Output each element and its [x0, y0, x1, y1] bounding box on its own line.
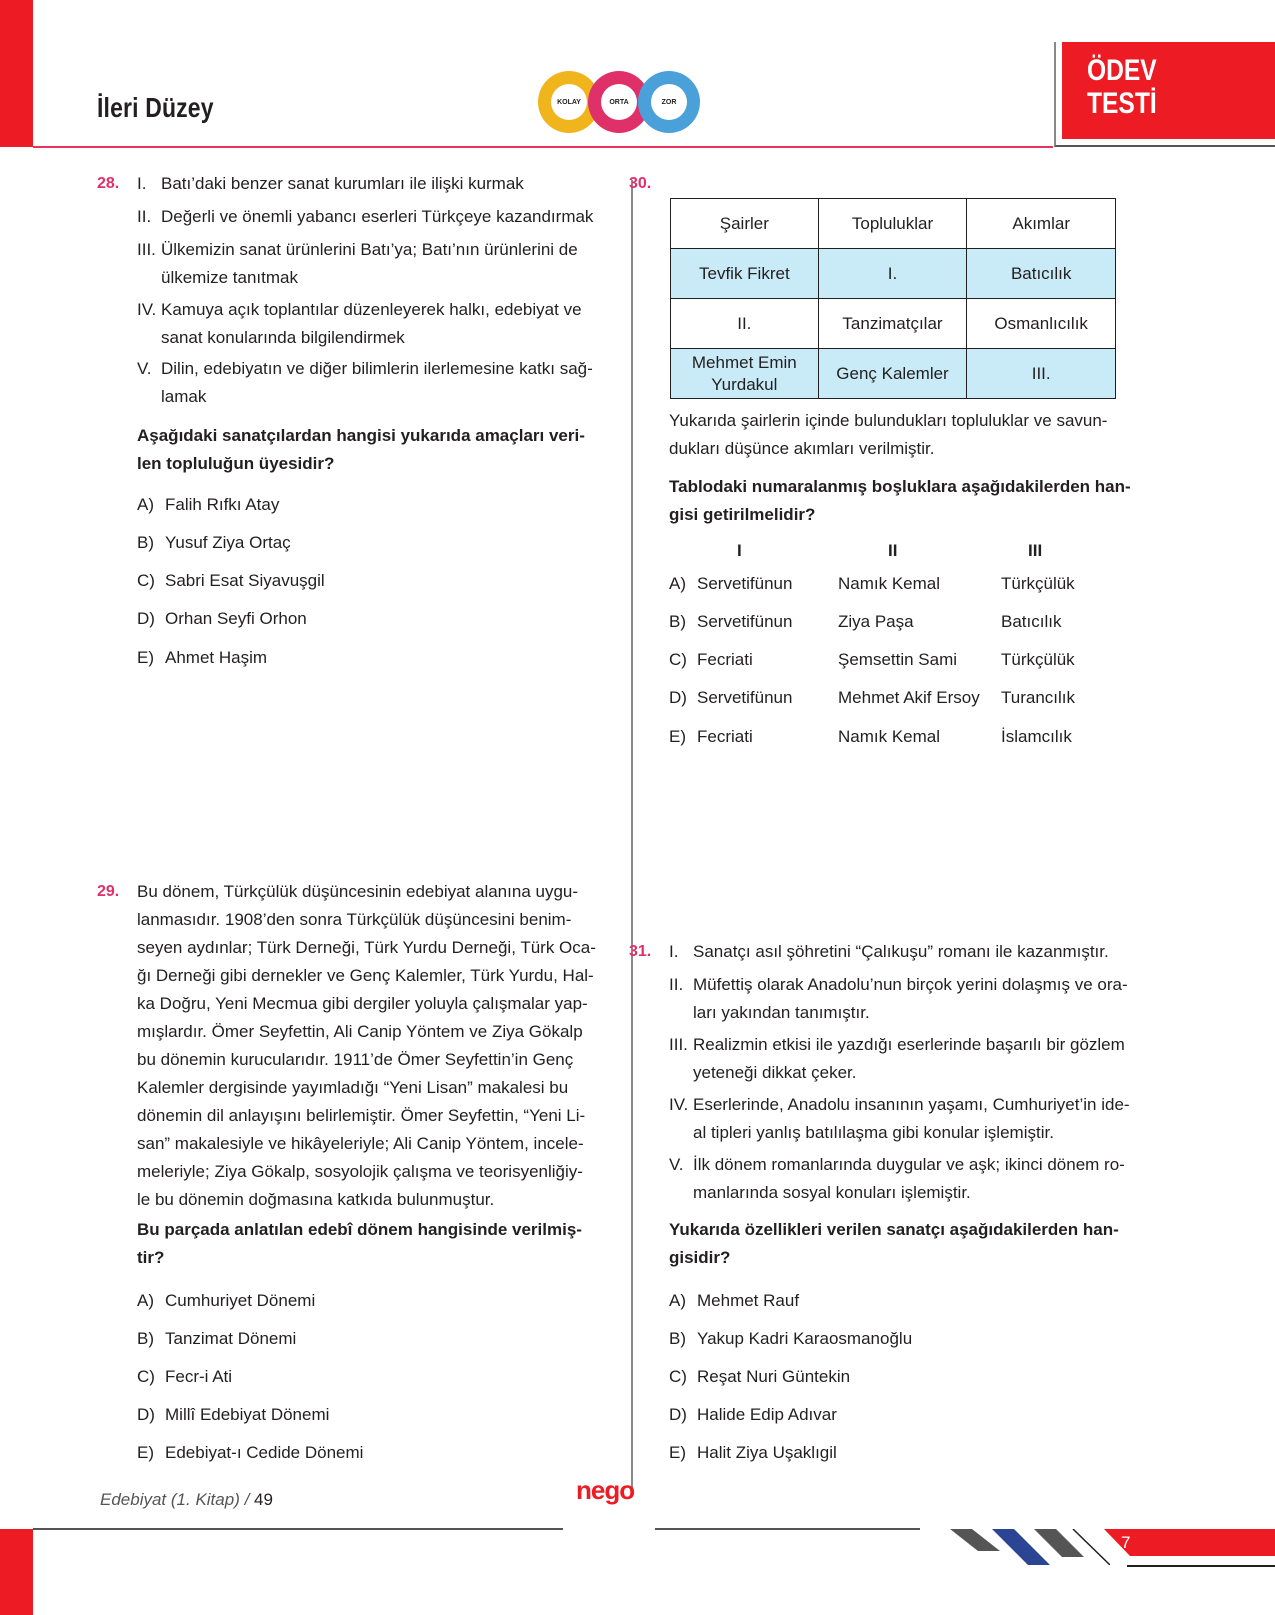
q30-cell: Tevfik Fikret: [671, 249, 819, 299]
publisher-logo: nego: [576, 1475, 635, 1505]
q30-cell: Tanzimatçılar: [818, 299, 967, 349]
footer-book-label: Edebiyat (1. Kitap) / 49: [100, 1490, 273, 1509]
ring-kolay: KOLAY: [538, 71, 600, 133]
q30-header-cell: Topluluklar: [818, 199, 967, 249]
q30-header-cell: Akımlar: [967, 199, 1116, 249]
difficulty-rings-logo: [528, 69, 698, 135]
footer-divider-mid: [655, 1528, 920, 1530]
question-number-31: 31.: [629, 943, 652, 960]
q30-intro: Yukarıda şairlerin içinde bulundukları topluluklar ve savun- dukları düşünce akımları verilmiştir.: [669, 411, 1108, 458]
left-red-bar-bottom: [0, 1529, 33, 1615]
q30-table-row: [671, 249, 1116, 299]
q30-col-header-3: III: [1028, 541, 1043, 560]
q30-cell: Batıcılık: [967, 249, 1116, 299]
q30-table-row: [671, 299, 1116, 349]
q30-cell: Genç Kalemler: [818, 349, 967, 399]
q30-table-row: [671, 349, 1116, 399]
ring-zor: ZOR: [638, 71, 700, 133]
test-label-box: [1062, 42, 1275, 139]
q29-question-stem: Bu parçada anlatılan edebî dönem hangisinde verilmiş- tir?: [137, 1220, 582, 1267]
page-number: 7: [1121, 1533, 1131, 1552]
q30-col-header-1: I: [737, 541, 742, 560]
column-divider: [631, 180, 633, 1496]
header-divider: [33, 146, 1053, 148]
left-red-bar-top: [0, 0, 33, 147]
q30-cell: II.: [671, 299, 819, 349]
decorative-stripes-icon: [950, 1529, 1110, 1565]
q30-cell: Osmanlıcılık: [967, 299, 1116, 349]
test-label-line1: ÖDEV: [1087, 54, 1157, 87]
q30-col-header-2: II: [888, 541, 898, 560]
ring-orta: ORTA: [588, 71, 650, 133]
q30-cell: I.: [818, 249, 967, 299]
q30-question-stem: Tablodaki numaralanmış boşluklara aşağıdakilerden han- gisi getirilmelidir?: [669, 477, 1131, 524]
q29-passage: Bu dönem, Türkçülük düşüncesinin edebiyat alanına uygu- lanmasıdır. 1908’den sonra Türkçülük düşüncesini benim- seyen aydınlar; Türk Derneği, Türk Yurdu Derneği, Türk Oca- ğı Derneği gibi dernekler ve Genç Kalemler, Türk Yurdu, Hal- ka Doğru, Yeni Mecmua gibi dergiler yoluyla çalışmalar yap- mışlardır. Ömer Seyfettin, Ali Canip Yöntem ve Ziya Gökalp bu dönemin kurucularıdır. 1911’de Ömer Seyfettin’in Genç Kalemler dergisinde yayımladığı “Yeni Lisan” makalesi bu dönemin dil anlayışını belirlemiştir. Ömer Seyfettin, “Yeni Li- san” makalesiyle ve hikâyeleriyle; Ali Canip Yöntem, incele- meleriyle; Ziya Gökalp, sosyolojik çalışma ve teorisyenliğiy- le bu dönemin doğmasına katkıda bulunmuştur.: [137, 882, 596, 1209]
q30-table: [670, 198, 1116, 399]
level-title: İleri Düzey: [97, 92, 214, 123]
q30-cell: Mehmet Emin Yurdakul: [671, 349, 819, 399]
q28-question-stem: Aşağıdaki sanatçılardan hangisi yukarıda amaçları veri- len topluluğun üyesidir?: [137, 426, 585, 473]
question-number-28: 28.: [97, 175, 120, 192]
q30-table-header-row: [671, 199, 1116, 249]
q30-header-cell: Şairler: [671, 199, 819, 249]
q31-question-stem: Yukarıda özellikleri verilen sanatçı aşağıdakilerden han- gisidir?: [669, 1220, 1119, 1267]
page-number-underline: [1127, 1565, 1275, 1567]
question-number-29: 29.: [97, 883, 120, 900]
footer-divider-left: [33, 1528, 563, 1530]
question-number-30: 30.: [629, 175, 652, 192]
q30-cell: III.: [967, 349, 1116, 399]
test-label-line2: TESTİ: [1087, 87, 1157, 120]
